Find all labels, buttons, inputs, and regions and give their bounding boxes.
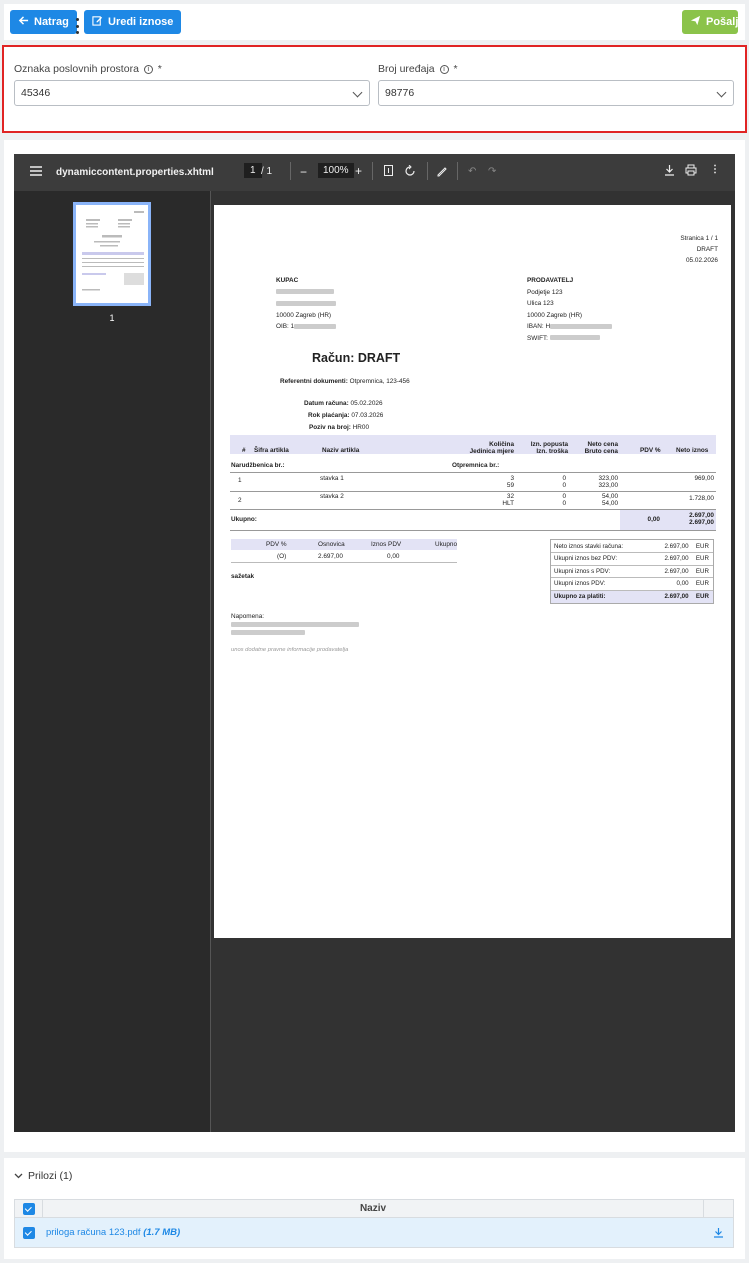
download-icon[interactable] — [664, 164, 675, 179]
attachment-checkbox[interactable] — [23, 1227, 35, 1239]
device-select[interactable] — [378, 80, 734, 106]
send-button-label: Pošalji — [706, 16, 742, 28]
attachment-row[interactable] — [14, 1218, 734, 1248]
viewer-toolbar — [14, 154, 735, 191]
attachments-title: Prilozi (1) — [28, 1170, 73, 1182]
reference-line: Referentni dokumenti: Otpremnica, 123-456 — [280, 378, 410, 385]
viewer-card — [4, 140, 745, 1152]
col-price: Neto cena Bruto cena — [584, 441, 618, 455]
dates-block: Datum računa: 05.02.2026 Rok plaćanja: 07.03.2026 Poziv na broj: HR00 — [304, 400, 384, 431]
attachments-header — [14, 1199, 734, 1218]
zoom-out-icon[interactable]: − — [300, 165, 308, 179]
info-icon[interactable]: i — [144, 65, 153, 74]
back-button-label: Natrag — [34, 16, 69, 28]
vat-col-rate: PDV % — [266, 541, 287, 548]
row-1-name: stavka 1 — [320, 475, 344, 482]
arrow-left-icon — [18, 15, 29, 29]
row-2-no: 2 — [238, 497, 242, 504]
vat-rate: (O) — [277, 553, 287, 560]
order-label: Narudžbenica br.: — [231, 462, 285, 469]
device-form — [2, 45, 747, 133]
attachment-link[interactable]: priloga računa 123.pdf (1.7 MB) — [46, 1227, 181, 1238]
row-1-discount: 0 0 — [562, 475, 566, 489]
page-count: / 1 — [261, 166, 273, 177]
edit-amounts-label: Uredi iznose — [108, 16, 174, 28]
vat-base: 2.697,00 — [318, 553, 343, 560]
fit-page-icon[interactable] — [384, 165, 393, 179]
col-file-name: Naziv — [359, 1203, 387, 1214]
send-button[interactable] — [682, 10, 742, 34]
info-icon[interactable]: i — [440, 65, 449, 74]
col-qty: Količina Jedinica mjere — [469, 441, 514, 455]
legal-note: unos dodatne pravne informacije prodavatelja — [231, 647, 349, 653]
page-thumbnail[interactable] — [73, 202, 151, 306]
sidebar-divider — [210, 191, 211, 1132]
kebab-icon[interactable] — [72, 18, 82, 34]
send-icon — [690, 15, 701, 29]
thumbnail-number: 1 — [109, 313, 115, 323]
summary-box: Neto iznos stavki računa: 2.697,00 EUR Ukupni iznos bez PDV: 2.697,00 EUR Ukupni iznos s PDV: 2.697,00 EUR Ukupni iznos PDV: 0,00 EUR Ukupno za platiti: 2.697,00 EUR — [550, 539, 714, 604]
page-input[interactable]: 1 — [244, 163, 262, 178]
vat-amount: 0,00 — [387, 553, 400, 560]
row-1-total: 969,00 — [694, 475, 714, 482]
rotate-icon[interactable] — [404, 165, 416, 180]
pdf-viewer — [14, 154, 735, 1132]
edit-amounts-button[interactable] — [84, 10, 181, 34]
row-2-qty: 32 HLT — [502, 493, 514, 507]
annotate-icon[interactable] — [436, 165, 448, 180]
device-value: 98776 — [385, 87, 415, 99]
col-no: # — [242, 447, 246, 454]
vat-col-base: Osnovica — [318, 541, 345, 548]
attachments-table — [14, 1199, 734, 1248]
chevron-down-icon — [717, 88, 727, 98]
row-2-total: 1.728,00 — [689, 495, 714, 502]
chevron-down-icon — [353, 88, 363, 98]
row-1-price: 323,00 323,00 — [598, 475, 618, 489]
more-icon[interactable]: ⋮ — [710, 164, 720, 175]
buyer-block: KUPAC 10000 Zagreb (HR) OIB: 1 — [276, 275, 336, 333]
vat-col-amount: Iznos PDV — [371, 541, 402, 548]
download-icon[interactable] — [703, 1227, 733, 1238]
attachments-toggle[interactable] — [14, 1170, 72, 1182]
pdf-page — [214, 205, 731, 938]
edit-icon — [92, 15, 103, 29]
attachments-panel — [4, 1158, 745, 1259]
undo-icon[interactable]: ↶ — [468, 166, 477, 177]
divider — [372, 162, 373, 180]
total-label: Ukupno: — [231, 516, 257, 523]
row-2-name: stavka 2 — [320, 493, 344, 500]
top-toolbar — [4, 4, 745, 40]
row-1-no: 1 — [238, 477, 242, 484]
premises-value: 45346 — [21, 87, 51, 99]
col-name: Naziv artikla — [322, 447, 360, 454]
chevron-down-icon — [14, 1170, 23, 1182]
print-icon[interactable] — [685, 164, 697, 179]
delivery-label: Otpremnica br.: — [452, 462, 500, 469]
thumbnail-sidebar — [14, 191, 210, 1132]
divider — [290, 162, 291, 180]
row-1-qty: 3 59 — [506, 475, 514, 489]
select-all-checkbox[interactable] — [23, 1203, 35, 1215]
back-button[interactable] — [10, 10, 77, 34]
note-block: Napomena: — [231, 613, 359, 637]
divider — [427, 162, 428, 180]
row-2-discount: 0 0 — [562, 493, 566, 507]
page-header: Stranica 1 / 1 DRAFT 05.02.2026 — [680, 235, 718, 264]
device-label: Broj uređaja i * — [378, 63, 458, 75]
total-amount: 2.697,00 2.697,00 — [689, 512, 714, 526]
col-code: Šifra artikla — [254, 447, 289, 454]
divider — [457, 162, 458, 180]
col-vat: PDV % — [640, 447, 661, 454]
vat-col-total: Ukupno — [435, 541, 458, 548]
zoom-in-icon[interactable]: + — [355, 164, 363, 178]
document-title: Račun: DRAFT — [312, 351, 401, 365]
redo-icon[interactable]: ↷ — [488, 166, 497, 177]
col-net: Neto iznos — [676, 447, 709, 454]
total-vat: 0,00 — [647, 516, 660, 523]
premises-select[interactable] — [14, 80, 370, 106]
menu-icon[interactable] — [30, 166, 42, 179]
zoom-input[interactable]: 100% — [318, 163, 354, 178]
col-discount: Izn. popusta Izn. troška — [530, 441, 568, 455]
row-2-price: 54,00 54,00 — [602, 493, 618, 507]
viewer-title: dynamiccontent.properties.xhtml — [56, 167, 214, 178]
summary-word: sažetak — [231, 573, 255, 580]
seller-block: PRODAVATELJ Podjetje 123 Ulica 123 10000 Zagreb (HR) IBAN: H SWIFT: — [527, 275, 612, 344]
premises-label: Oznaka poslovnih prostora i * — [14, 63, 162, 75]
